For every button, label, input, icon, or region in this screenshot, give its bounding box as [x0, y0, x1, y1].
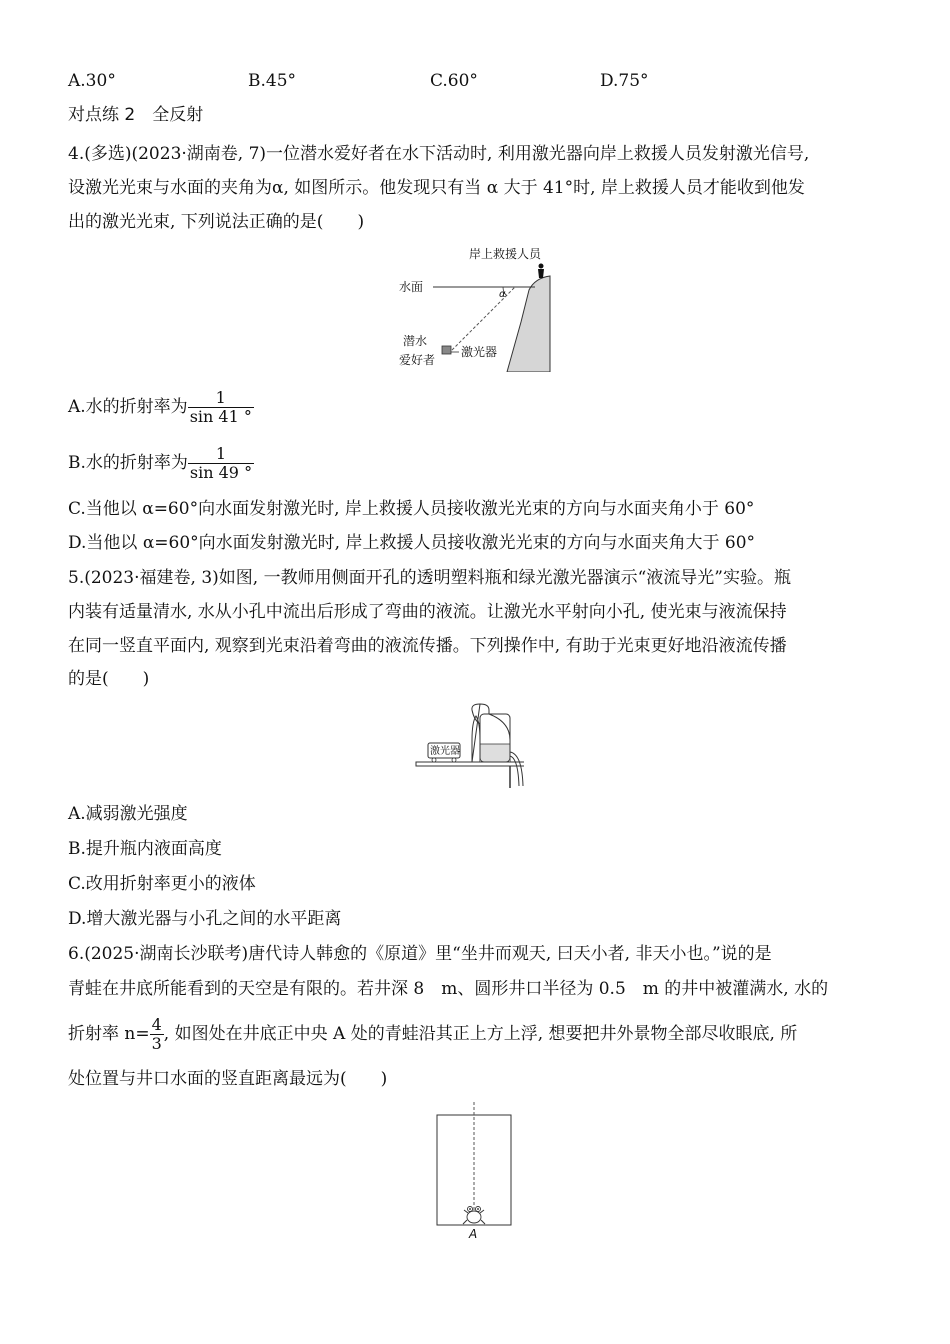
diver-label-2: 爱好者	[399, 353, 436, 367]
q5-option-b: B.提升瓶内液面高度	[68, 839, 222, 859]
rescuer-label: 岸上救援人员	[469, 247, 542, 261]
q6-stem-line3	[68, 1012, 797, 1056]
rescuer-person-icon	[538, 264, 544, 279]
point-a-label: A	[469, 1227, 478, 1241]
surface-label: 水面	[399, 280, 424, 294]
q6-stem-line4: 处位置与井口水面的竖直距离最远为( )	[68, 1069, 388, 1089]
table-top	[416, 762, 524, 766]
q4-option-b-fraction: $\frac{1}{\sin 49 ^\circ}$	[189, 444, 253, 482]
q5-stem-line1: 5.(2023·福建卷, 3)如图, 一教师用侧面开孔的透明塑料瓶和绿光激光器演示“液流导光”实验。瓶	[68, 568, 791, 588]
q5-stem-line3: 在同一竖直平面内, 观察到光束沿着弯曲的液流传播。下列操作中, 有助于光束更好地沿液流传播	[68, 636, 787, 656]
q3-option-c: C.60°	[430, 71, 478, 91]
q6-line3-suffix: , 如图处在井底正中央 A 处的青蛙沿其正上方上浮, 想要把井外景物全部尽收眼底, 所	[163, 1024, 798, 1044]
q4-option-a-text: A.水的折射率为	[68, 397, 188, 417]
q6-stem-line1: 6.(2025·湖南长沙联考)唐代诗人韩愈的《原道》里“坐井而观天, 曰天小者, 非天小也。”说的是	[68, 944, 772, 964]
q4-option-a-fraction: $\frac{1}{\sin 41 ^\circ}$	[189, 388, 252, 426]
laser-label: 激光器	[461, 345, 498, 359]
q4-option-b	[68, 442, 254, 484]
q6-well-figure	[430, 1100, 520, 1242]
q6-stem-line2: 青蛙在井底所能看到的天空是有限的。若井深 8 m、圆形井口半径为 0.5 m 的井中被灌满水, 水的	[68, 979, 829, 999]
q3-option-a: A.30°	[68, 71, 116, 91]
q6-refractive-fraction: $\frac{4}{3}$	[151, 1015, 162, 1053]
q4-option-c: C.当他以 α=60°向水面发射激光时, 岸上救援人员接收激光光束的方向与水面夹角小于 60°	[68, 499, 755, 519]
laser-box-label: 激光器	[430, 746, 460, 757]
laser-device-icon	[442, 346, 451, 354]
q5-option-c: C.改用折射率更小的液体	[68, 874, 256, 894]
q4-stem-line1: 4.(多选)(2023·湖南卷, 7)一位潜水爱好者在水下活动时, 利用激光器向岸上救援人员发射激光信号,	[68, 144, 810, 164]
q5-stem-line4: 的是( )	[68, 669, 150, 689]
q4-option-d: D.当他以 α=60°向水面发射激光时, 岸上救援人员接收激光光束的方向与水面夹角大于 60°	[68, 533, 756, 553]
alpha-label: α	[499, 289, 506, 300]
q4-option-b-text: B.水的折射率为	[68, 453, 188, 473]
q3-option-b: B.45°	[248, 71, 297, 91]
q5-bottle-figure	[414, 700, 524, 790]
q4-option-a	[68, 386, 254, 428]
diver-label-1: 潜水	[403, 334, 428, 348]
q4-stem-line3: 出的激光光束, 下列说法正确的是( )	[68, 212, 365, 232]
bottle-water	[480, 744, 510, 762]
q4-diver-figure	[395, 242, 560, 372]
q5-option-a: A.减弱激光强度	[68, 804, 188, 824]
q4-stem-line2: 设激光光束与水面的夹角为α, 如图所示。他发现只有当 α 大于 41°时, 岸上救援人员才能收到他发	[68, 178, 805, 198]
shore-slope	[507, 276, 550, 372]
q5-option-d: D.增大激光器与小孔之间的水平距离	[68, 909, 342, 929]
section-title: 对点练 2 全反射	[68, 105, 204, 125]
q5-stem-line2: 内装有适量清水, 水从小孔中流出后形成了弯曲的液流。让激光水平射向小孔, 使光束与液流保持	[68, 602, 787, 622]
q6-line3-prefix: 折射率 n=	[68, 1024, 150, 1044]
q3-option-d: D.75°	[600, 71, 649, 91]
